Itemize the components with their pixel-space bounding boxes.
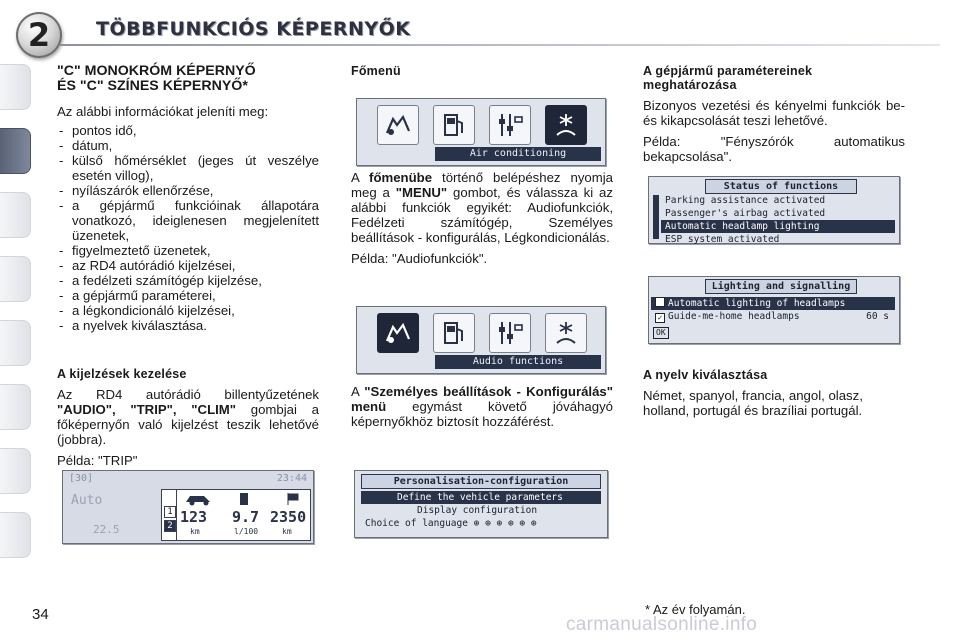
chapter-tab-3 xyxy=(0,192,31,238)
section-heading-controls: A kijelzések kezelése xyxy=(57,367,187,381)
parameters-text: Bizonyos vezetési és kényelmi funkciók be- és kikapcsolását teszi lehetővé. xyxy=(643,98,905,128)
main-menu-example: Példa: "Audiofunkciók". xyxy=(351,251,488,266)
air-conditioning-icon xyxy=(545,105,587,145)
list-item: Display configuration xyxy=(417,505,538,516)
list-item: Passenger's airbag activated xyxy=(665,208,826,219)
chapter-tab-8 xyxy=(0,512,31,558)
list-item: - nyílászárók ellenőrzése, xyxy=(57,183,319,198)
trip-range-value: 123 xyxy=(180,508,208,526)
page-number: 34 xyxy=(32,606,49,623)
text-span: Az RD4 autórádió billentyűzetének xyxy=(57,387,319,402)
checkbox-icon xyxy=(655,297,665,307)
trip-clock: 23:44 xyxy=(276,473,307,484)
trip-top-left: [30] xyxy=(69,473,94,484)
list-item: - a légkondicionáló kijelzései, xyxy=(57,303,319,318)
screen-label: Air conditioning xyxy=(435,147,601,161)
chapter-tab-6 xyxy=(0,384,31,430)
text-span: történő belépéshez nyomja meg a xyxy=(351,170,613,200)
car-distance-icon xyxy=(184,492,214,506)
trip-unit-3: km xyxy=(282,527,292,536)
trip-unit-2: l/100 xyxy=(234,527,259,536)
screen-personalisation xyxy=(354,470,608,538)
timer-value: 60 s xyxy=(866,311,889,322)
trip-tab-column xyxy=(164,490,177,540)
screen-title: Personalisation-configuration xyxy=(361,474,601,489)
trip-panel xyxy=(161,489,311,541)
list-item: Parking assistance activated xyxy=(665,195,826,206)
chapter-tab-2-active xyxy=(0,128,31,174)
fuel-pump-icon xyxy=(433,105,475,145)
header-divider xyxy=(60,44,940,46)
lighting-list xyxy=(651,297,895,323)
bold-term: főmenübe xyxy=(369,170,433,185)
list-item: - figyelmeztető üzenetek, xyxy=(57,243,319,258)
audio-icon xyxy=(377,313,419,353)
main-menu-paragraph xyxy=(351,170,613,245)
list-item: - a gépjármű funkcióinak állapotára vonatkozó, ideiglenesen megjelenített üzenetek, xyxy=(57,198,319,243)
watermark: carmanualsonline.info xyxy=(566,614,758,635)
parameters-example: Példa: "Fényszórók automatikus bekapcsolása". xyxy=(643,134,905,164)
text-span: gombjai a főképernyőn való kijelzést teszik lehetővé (jobbra). xyxy=(57,402,319,447)
list-item: Define the vehicle parameters xyxy=(361,491,601,504)
list-item: - dátum, xyxy=(57,138,319,153)
chapter-tab-4 xyxy=(0,256,31,302)
bold-term: "MENU" xyxy=(395,185,448,200)
flag-icon xyxy=(286,492,300,506)
settings-sliders-icon xyxy=(489,313,531,353)
text-span: gombot, és válassza ki az alábbi funkciók egyikét: Audiofunkciók, Fedélzeti számítógép, Személyes beállítások - konfigurálás, Légkondicionálás. xyxy=(351,185,613,245)
controls-text xyxy=(57,387,319,447)
trip-consumption-value: 9.7 xyxy=(232,508,260,526)
list-item: - a gépjármű paraméterei, xyxy=(57,288,319,303)
chapter-number: 2 xyxy=(27,16,51,54)
screen-trip xyxy=(62,470,314,544)
text-span: egymást követő jóváhagyó képernyőkhöz biztosít hozzáférést. xyxy=(351,399,613,429)
fuel-icon xyxy=(238,492,252,506)
trip-unit-1: km xyxy=(190,527,200,536)
list-item: - külső hőmérséklet (jeges út veszélye esetén villog), xyxy=(57,153,319,183)
intro-text: Az alábbi információkat jeleníti meg: xyxy=(57,104,269,119)
chapter-badge xyxy=(16,12,62,58)
screen-label: Audio functions xyxy=(435,355,601,369)
list-item: - az RD4 autórádió kijelzései, xyxy=(57,258,319,273)
screen-main-menu-audio xyxy=(356,306,606,374)
personalisation-list xyxy=(361,491,601,530)
air-conditioning-icon xyxy=(545,313,587,353)
trip-mode: Auto xyxy=(71,493,103,508)
chapter-tab-5 xyxy=(0,320,31,366)
text-span: A xyxy=(351,384,365,399)
section-heading-display xyxy=(57,64,319,94)
chapter-tab-7 xyxy=(0,448,31,494)
personalisation-paragraph xyxy=(351,384,613,429)
list-item: Automatic headlamp lighting xyxy=(661,220,895,233)
scrollbar xyxy=(653,195,659,239)
list-item xyxy=(651,297,895,310)
fuel-pump-icon xyxy=(433,313,475,353)
list-item: Choice of language ⊕ ⊕ ⊕ ⊕ ⊕ ⊕ xyxy=(365,518,537,529)
checkbox-checked-icon: ✓ xyxy=(655,313,665,323)
list-item: ESP system activated xyxy=(665,234,780,245)
list-item: - a nyelvek kiválasztása. xyxy=(57,318,319,333)
option-label: Guide-me-home headlamps xyxy=(668,311,800,322)
heading-line-2: meghatározása xyxy=(643,78,737,92)
column-middle xyxy=(351,64,613,84)
screen-main-menu-air xyxy=(356,98,606,166)
bold-term: "Személyes beállítások - Konfigurálás" menü xyxy=(351,384,614,414)
section-heading-language: A nyelv kiválasztása xyxy=(643,368,768,382)
list-item: - a fedélzeti számítógép kijelzése, xyxy=(57,273,319,288)
trip-distance-value: 2350 xyxy=(270,508,307,526)
settings-sliders-icon xyxy=(489,105,531,145)
screen-title: Lighting and signalling xyxy=(705,279,857,294)
heading-line-2: ÉS "C" SZÍNES KÉPERNYŐ* xyxy=(57,78,248,94)
main-menu-text xyxy=(351,170,613,272)
section-heading-main-menu: Főmenü xyxy=(351,64,401,78)
heading-line-1: "C" MONOKRÓM KÉPERNYŐ xyxy=(57,63,256,79)
list-item: - pontos idő, xyxy=(57,123,319,138)
info-list xyxy=(57,123,319,333)
text-span: A xyxy=(351,170,370,185)
trip-tab-1: 1 xyxy=(164,506,176,518)
heading-line-1: A gépjármű paramétereinek xyxy=(643,64,813,78)
trip-temperature: 22.5 xyxy=(93,523,120,536)
section-heading-parameters xyxy=(643,64,905,92)
column-right xyxy=(643,64,905,170)
button-names: "AUDIO", "TRIP", "CLIM" xyxy=(57,402,237,417)
list-item xyxy=(651,310,895,323)
screen-status-functions xyxy=(648,176,900,244)
status-list xyxy=(661,194,895,246)
language-section xyxy=(643,368,905,424)
trip-tab-2: 2 xyxy=(164,520,176,532)
footnote: * Az év folyamán. xyxy=(645,602,746,617)
controls-example: Példa: "TRIP" xyxy=(57,453,138,468)
screen-lighting xyxy=(648,276,900,344)
option-label: Automatic lighting of headlamps xyxy=(668,298,846,309)
page-title: TÖBBFUNKCIÓS KÉPERNYŐK xyxy=(96,18,411,40)
column-left xyxy=(57,64,319,474)
language-text: Német, spanyol, francia, angol, olasz, holland, portugál és brazíliai portugál. xyxy=(643,388,863,418)
audio-icon xyxy=(377,105,419,145)
personalisation-text xyxy=(351,384,613,435)
chapter-tab-1 xyxy=(0,64,31,110)
ok-button: OK xyxy=(653,327,669,339)
screen-title: Status of functions xyxy=(705,179,857,194)
